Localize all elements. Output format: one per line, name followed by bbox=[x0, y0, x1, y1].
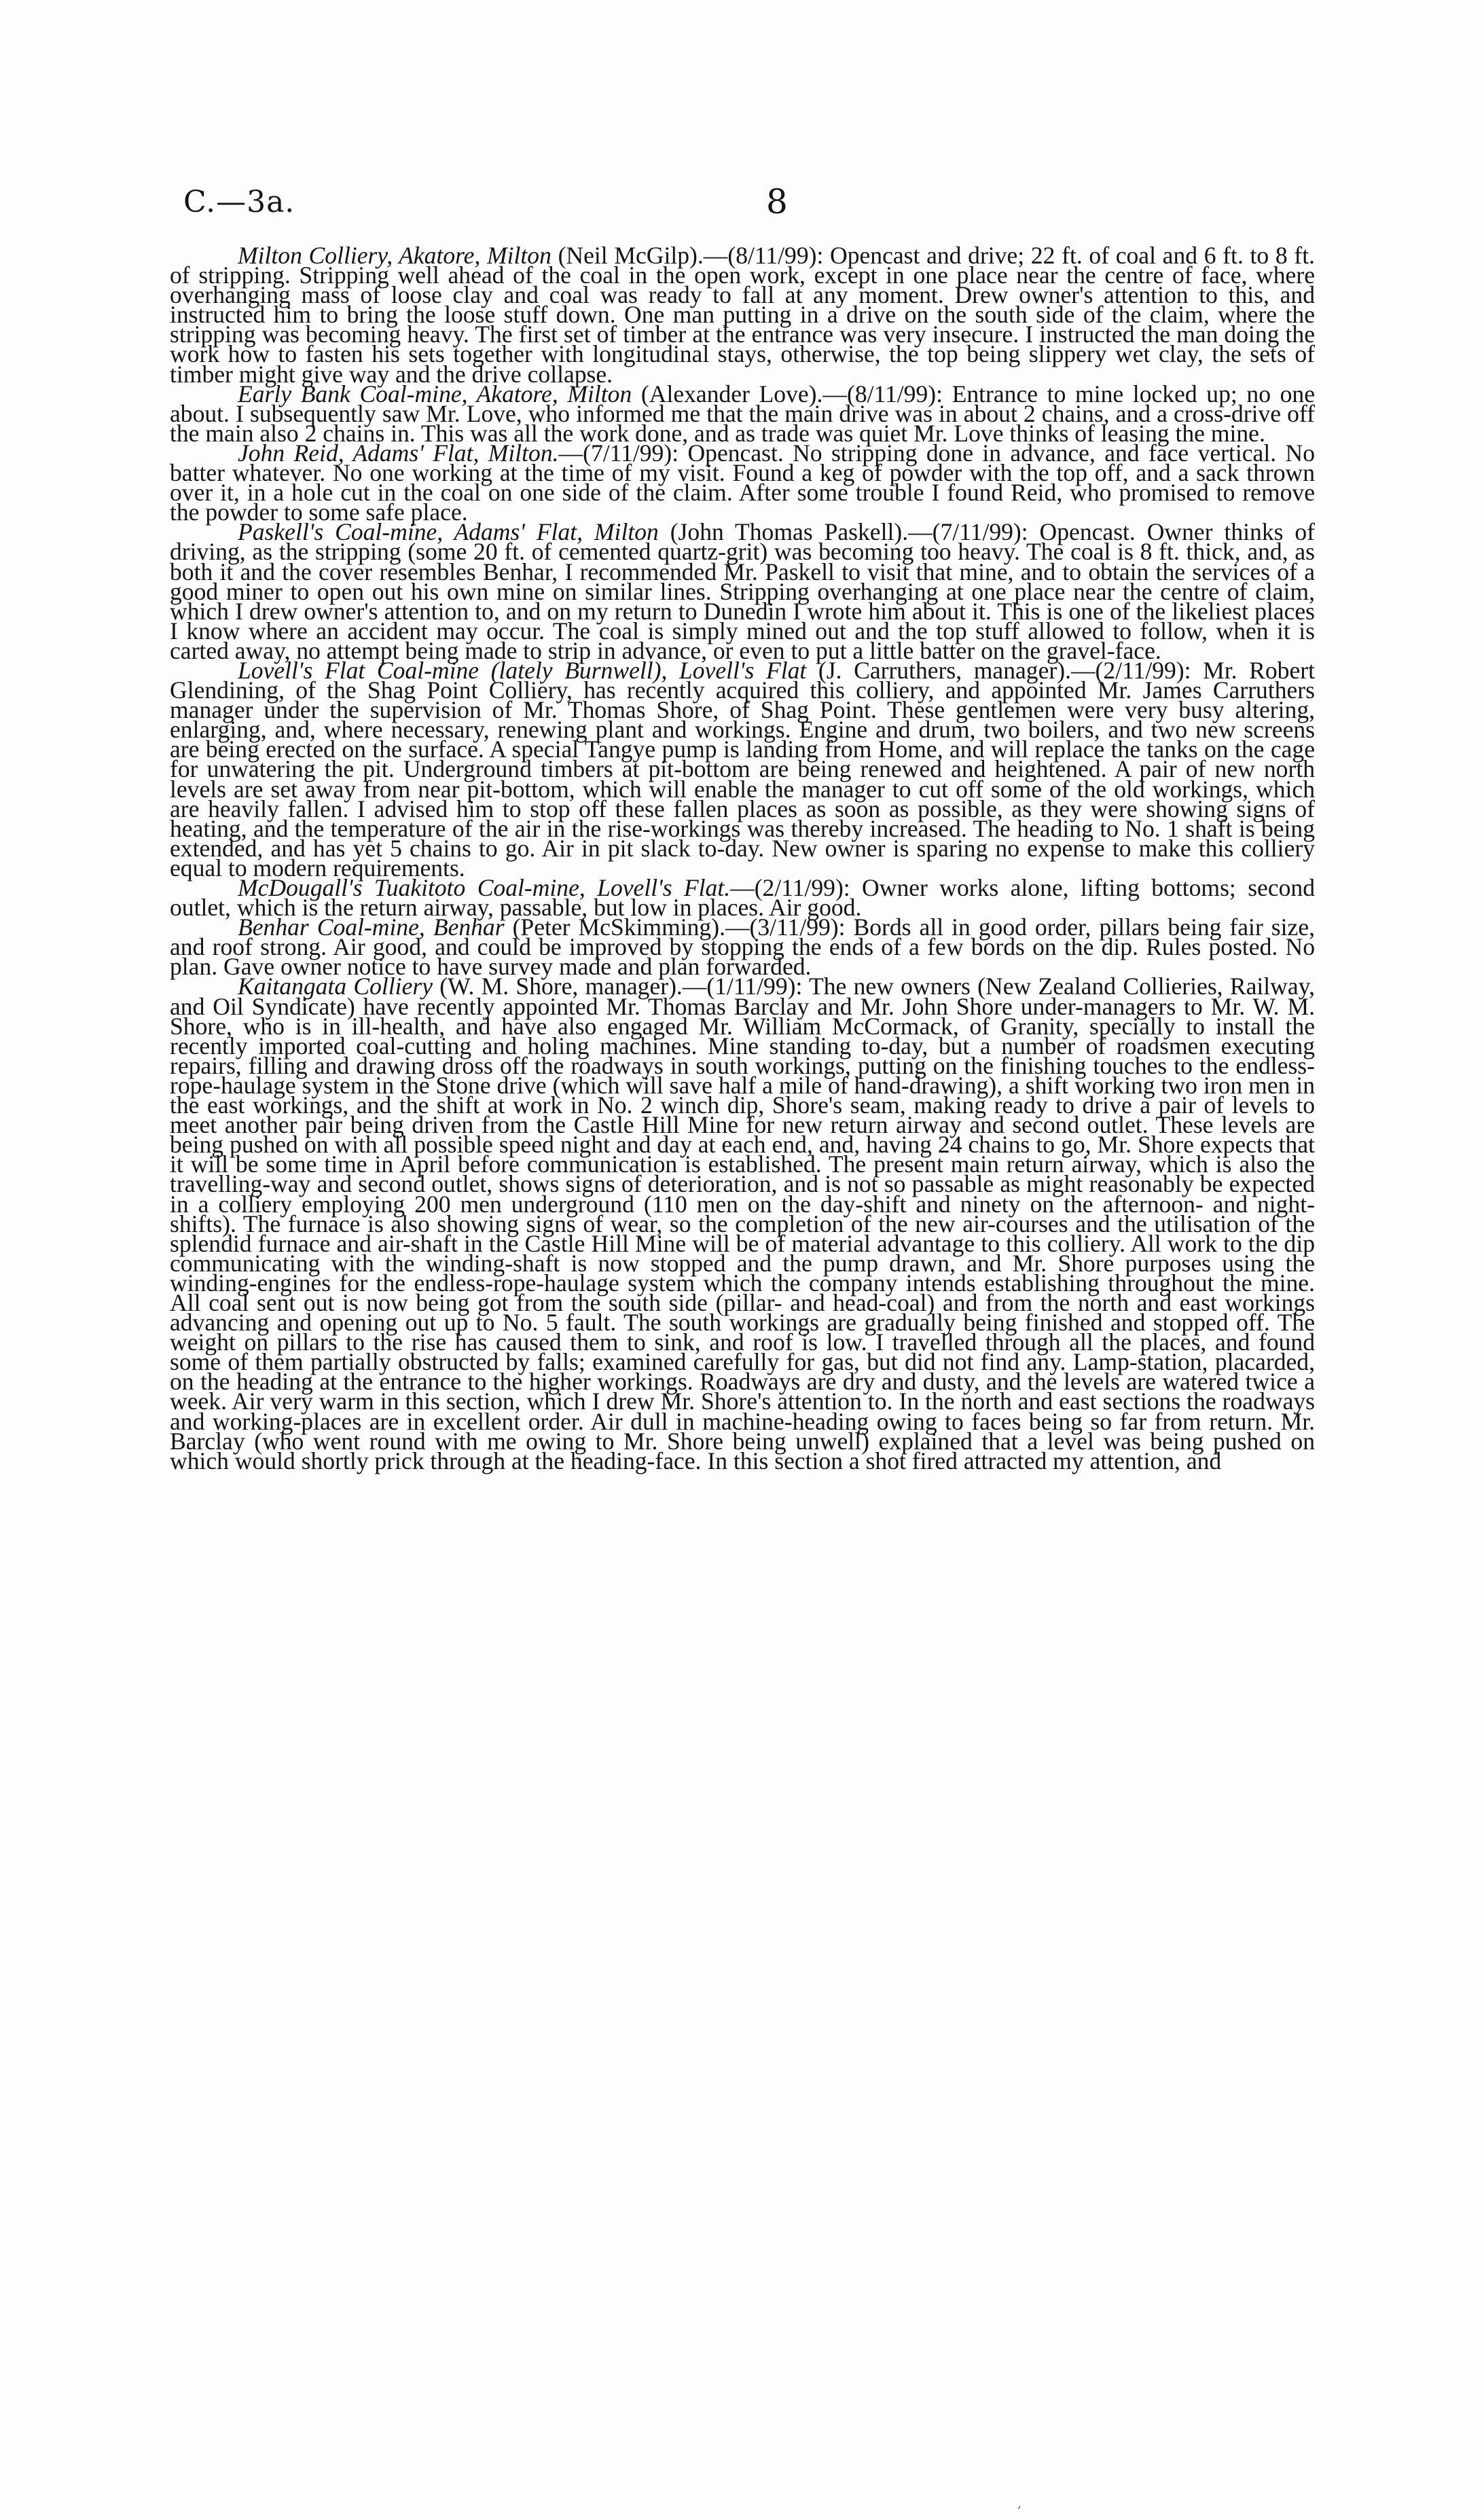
entry-text: (W. M. Shore, manager).—(1/11/99): The new owners (New Zealand Collieries, Railway, and Oil Syndicate) have recently appointed Mr. Thomas Barclay and Mr. John Shore under-managers to Mr. W. M. Shore, who is in ill-health, and have also engaged Mr. William McCormack, of Granity, specially to install the recently imported coal-cutting and holing machines. Mine standing to-day, but a number of roadsmen executing repairs, filling and drawing dross off the roadways in south workings, putting on the finishing touches to the endless-rope-haulage system in the Stone drive (which will save half a mile of hand-drawing), a shift working two iron men in the east workings, and the shift at work in No. 2 winch dip, Shore's seam, making ready to drive a pair of levels to meet another pair being driven from the Castle Hill Mine for new return airway and second outlet. These levels are being pushed on with all possible speed night and day at each end, and, having 24 chains to go, Mr. Shore expects that it will be some time in April before communication is established. The present main return airway, which is also the travelling-way and second outlet, shows signs of deterioration, and is not so passable as might reasonably be expected in a colliery employing 200 men underground (110 men on the day-shift and ninety on the afternoon- and night-shifts). The furnace is also showing signs of wear, so the completion of the new air-courses and the utilisation of the splendid furnace and air-shaft in the Castle Hill Mine will be of material advantage to this colliery. All work to the dip communicating with the winding-shaft is now stopped and the pump drawn, and Mr. Shore purposes using the winding-engines for the endless-rope-haulage system which the company intends establishing throughout the mine. All coal sent out is now being got from the south side (pillar- and head-coal) and from the north and east workings advancing and opening out up to No. 5 fault. The south workings are gradually being finished and stopped off. The weight on pillars to the rise has caused them to sink, and roof is low. I travelled through all the places, and found some of them partially obstructed by falls; examined carefully for gas, but did not find any. Lamp-station, placarded, on the heading at the entrance to the higher workings. Roadways are dry and dusty, and the levels are watered twice a week. Air very warm in this section, which I drew Mr. Shore's attention to. In the north and east sections the roadways and working-places are in excellent order. Air dull in machine-heading owing to faces being so far from return. Mr. Barclay (who went round with me owing to Mr. Shore being unwell) explained that a level was being pushed on which would shortly prick through at the heading-face. In this section a shot fired attracted my attention, and bbox=[170, 973, 1315, 1474]
entry-title: John Reid, Adams' Flat, Milton. bbox=[238, 439, 559, 467]
entry-text: (Neil McGilp).—(8/11/99): Opencast and drive; 22 ft. of coal and 6 ft. to 8 ft. of stripping. Stripping well ahead of the coal in the open work, except in one place near the centre of face, where overhanging mass of loose clay and coal was ready to fall at any moment. Drew owner's attention to this, and instructed him to bring the loose stuff down. One man putting in a drive on the south side of the claim, where the stripping was becoming heavy. The first set of timber at the entrance was very insecure. I instructed the man doing the work how to fasten his sets together with longitudinal stays, otherwise, the top being slippery wet clay, the sets of timber might give way and the drive collapse. bbox=[170, 242, 1315, 388]
entry-title: McDougall's Tuakitoto Coal-mine, Lovell's Flat. bbox=[238, 874, 731, 901]
entry-title: Milton Colliery, Akatore, Milton bbox=[238, 242, 551, 269]
entry-title: Paskell's Coal-mine, Adams' Flat, Milton bbox=[238, 518, 659, 546]
report-code: C.—3a. bbox=[183, 185, 295, 219]
entry-title: Benhar Coal-mine, Benhar bbox=[238, 913, 505, 941]
entry-benhar bbox=[170, 913, 1316, 981]
entry-text: (Alexander Love).—(8/11/99): Entrance to mine locked up; no one about. I subsequently saw Mr. Love, who informed me that the main drive was in about 2 chains, and a cross-drive off the main also 2 chains in. This was all the work done, and as trade was quiet Mr. Love thinks of leasing the mine. bbox=[170, 380, 1315, 447]
entry-mcdougall bbox=[170, 874, 1315, 922]
entry-text: (Peter McSkimming).—(3/11/99): Bords all in good order, pillars being fair size, and roof strong. Air good, and could be improved by stopping the ends of a few bords on the dip. Rules posted. No plan. Gave owner notice to have survey made and plan forwarded. bbox=[170, 913, 1316, 981]
entry-text: —(2/11/99): Owner works alone, lifting bottoms; second outlet, which is the return airway, passable, but low in places. Air good. bbox=[170, 874, 1315, 922]
print-mark: ‚ bbox=[1017, 2497, 1021, 2511]
entry-early-bank bbox=[170, 380, 1315, 447]
entry-kaitangata bbox=[170, 973, 1315, 1474]
entry-text: (John Thomas Paskell).—(7/11/99): Opencast. Owner thinks of driving, as the stripping (some 20 ft. of cemented quartz-grit) was becoming too heavy. The coal is 8 ft. thick, and, as both it and the cover resembles Benhar, I recommended Mr. Paskell to visit that mine, and to obtain the services of a good miner to open out his own mine on similar lines. Stripping overhanging at one place near the centre of claim, which I drew owner's attention to, and on my return to Dunedin I wrote him about it. This is one of the likeliest places I know where an accident may occur. The coal is simply mined out and the top stuff allowed to follow, when it is carted away, no attempt being made to strip in advance, or even to put a little batter on the gravel-face. bbox=[170, 518, 1315, 664]
page-number: 8 bbox=[766, 182, 788, 221]
entry-john-reid bbox=[170, 439, 1315, 526]
entry-title: Kaitangata Colliery bbox=[238, 973, 433, 1000]
entry-milton-colliery bbox=[170, 242, 1315, 388]
entry-text: —(7/11/99): Opencast. No stripping done in advance, and face vertical. No batter whatever. No one working at the time of my visit. Found a keg of powder with the top off, and a sack thrown over it, in a hole cut in the coal on one side of the claim. After some trouble I found Reid, who promised to remove the powder to some safe place. bbox=[170, 439, 1315, 526]
entry-text: (J. Carruthers, manager).—(2/11/99): Mr. Robert Glendining, of the Shag Point Colliery, has recently acquired this colliery, and appointed Mr. James Carruthers manager under the supervision of Mr. Thomas Shore, of Shag Point. These gentlemen were very busy altering, enlarging, and, where necessary, renewing plant and workings. Engine and drum, two boilers, and two new screens are being erected on the surface. A special Tangye pump is landing from Home, and will replace the tanks on the cage for unwatering the pit. Underground timbers at pit-bottom are being renewed and heightened. A pair of new north levels are set away from near pit-bottom, which will enable the manager to cut off some of the old workings, which are heavily fallen. I advised him to stop off these fallen places as soon as possible, as they were showing signs of heating, and the temperature of the air in the rise-workings was thereby increased. The heading to No. 1 shaft is being extended, and has yet 5 chains to go. Air in pit slack to-day. New owner is sparing no expense to make this colliery equal to modern requirements. bbox=[170, 656, 1315, 882]
entry-paskell bbox=[170, 518, 1315, 664]
entry-lovells-flat bbox=[170, 656, 1315, 882]
entry-title: Lovell's Flat Coal-mine (lately Burnwell), Lovell's Flat bbox=[238, 656, 807, 684]
report-body bbox=[170, 242, 1316, 1474]
entry-title: Early Bank Coal-mine, Akatore, Milton bbox=[238, 380, 632, 407]
